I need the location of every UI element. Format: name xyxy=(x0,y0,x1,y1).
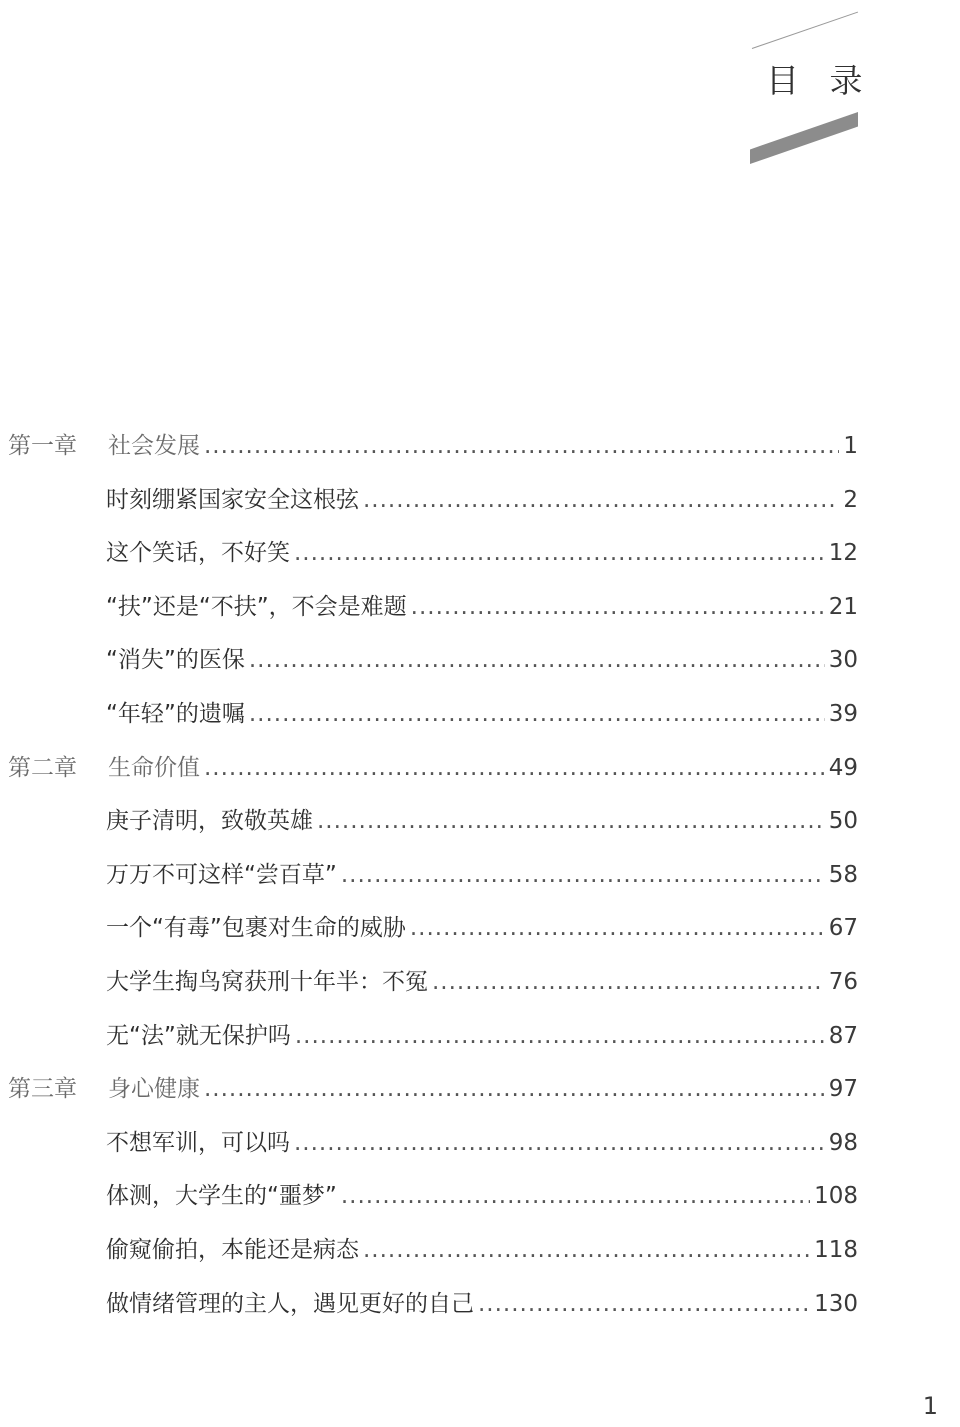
toc-entry-title: 大学生掏鸟窝获刑十年半：不冤 xyxy=(106,969,428,995)
chapter-label: 第三章 xyxy=(8,1076,77,1103)
header-decor-line xyxy=(752,12,858,49)
toc-page-number: 87 xyxy=(828,1022,858,1049)
toc-entry-row[interactable] xyxy=(106,955,858,1009)
toc-page-number: 130 xyxy=(814,1290,858,1317)
toc-entry-title: 社会发展 xyxy=(108,433,200,459)
toc-entry-title: 庚子清明，致敬英雄 xyxy=(106,808,313,835)
toc-entry-row[interactable] xyxy=(106,1169,858,1223)
dot-leader xyxy=(411,580,825,634)
page-number: 1 xyxy=(922,1392,938,1420)
dot-leader xyxy=(410,901,825,955)
toc-chapter-row[interactable] xyxy=(8,741,858,795)
toc-entry-title: 做情绪管理的主人，遇见更好的自己 xyxy=(106,1290,474,1317)
toc-entry-row[interactable] xyxy=(106,848,858,902)
toc-entry-title: 生命价值 xyxy=(108,754,200,781)
toc-entry-row[interactable] xyxy=(106,1223,858,1277)
toc-entry-title: 体测，大学生的“噩梦” xyxy=(106,1183,337,1210)
toc-page-number: 67 xyxy=(828,915,858,942)
toc-entry-title: 身心健康 xyxy=(108,1076,200,1103)
toc-page-number: 49 xyxy=(828,754,858,781)
toc-entry-row[interactable] xyxy=(106,1277,858,1331)
toc-page-number: 58 xyxy=(828,861,858,888)
dot-leader xyxy=(204,1062,825,1116)
header-decor-bar xyxy=(750,112,858,164)
toc-page-number: 97 xyxy=(828,1076,858,1103)
toc-entry-title: “年轻”的遗嘱 xyxy=(106,701,245,727)
toc-chapter-row[interactable] xyxy=(8,1062,858,1116)
dot-leader xyxy=(341,1169,810,1223)
toc-page-number: 12 xyxy=(828,540,858,567)
toc-entry-row[interactable] xyxy=(106,580,858,634)
dot-leader xyxy=(363,473,839,527)
toc-page-number: 1 xyxy=(843,433,858,459)
chapter-label: 第二章 xyxy=(8,754,77,781)
dot-leader xyxy=(294,1116,825,1170)
toc-page-number: 2 xyxy=(843,486,858,513)
dot-leader xyxy=(478,1277,810,1331)
toc-page-number: 30 xyxy=(828,647,858,674)
dot-leader xyxy=(294,526,825,580)
dot-leader xyxy=(363,1223,810,1277)
toc-entry-title: 不想军训，可以吗 xyxy=(106,1129,290,1156)
toc-page-number: 50 xyxy=(828,808,858,835)
toc-entry-title: 一个“有毒”包裹对生命的威胁 xyxy=(106,915,406,942)
toc-page-number: 39 xyxy=(828,701,858,727)
toc-entry-row[interactable] xyxy=(106,794,858,848)
toc-entry-row[interactable] xyxy=(106,1116,858,1170)
toc-page-number: 98 xyxy=(828,1129,858,1156)
toc-entry-row[interactable] xyxy=(106,687,858,741)
toc-page-number: 76 xyxy=(828,969,858,995)
toc-entry-row[interactable] xyxy=(106,1009,858,1063)
toc-entry-title: 时刻绷紧国家安全这根弦 xyxy=(106,486,359,513)
dot-leader xyxy=(295,1009,825,1063)
toc-page-number: 21 xyxy=(828,593,858,620)
toc-entry-title: 偷窥偷拍，本能还是病态 xyxy=(106,1237,359,1263)
dot-leader xyxy=(341,848,825,902)
toc-entry-title: 无“法”就无保护吗 xyxy=(106,1022,291,1049)
dot-leader xyxy=(204,741,825,795)
toc-entry-row[interactable] xyxy=(106,526,858,580)
toc-page-number: 118 xyxy=(814,1237,858,1263)
toc-entry-row[interactable] xyxy=(106,901,858,955)
page-title: 目 录 xyxy=(766,61,873,100)
toc-entry-title: 万万不可这样“尝百草” xyxy=(106,861,337,888)
toc-entry-row[interactable] xyxy=(106,633,858,687)
dot-leader xyxy=(249,633,825,687)
toc-entry-row[interactable] xyxy=(106,473,858,527)
toc-page-number: 108 xyxy=(814,1183,858,1210)
dot-leader xyxy=(249,687,825,741)
dot-leader xyxy=(432,955,825,1009)
toc-entry-title: “扶”还是“不扶”，不会是难题 xyxy=(106,593,407,620)
toc-entry-title: 这个笑话，不好笑 xyxy=(106,540,290,567)
chapter-label: 第一章 xyxy=(8,433,77,459)
dot-leader xyxy=(204,419,839,473)
toc-chapter-row[interactable] xyxy=(8,419,858,473)
toc-entry-title: “消失”的医保 xyxy=(106,647,245,674)
dot-leader xyxy=(317,794,825,848)
